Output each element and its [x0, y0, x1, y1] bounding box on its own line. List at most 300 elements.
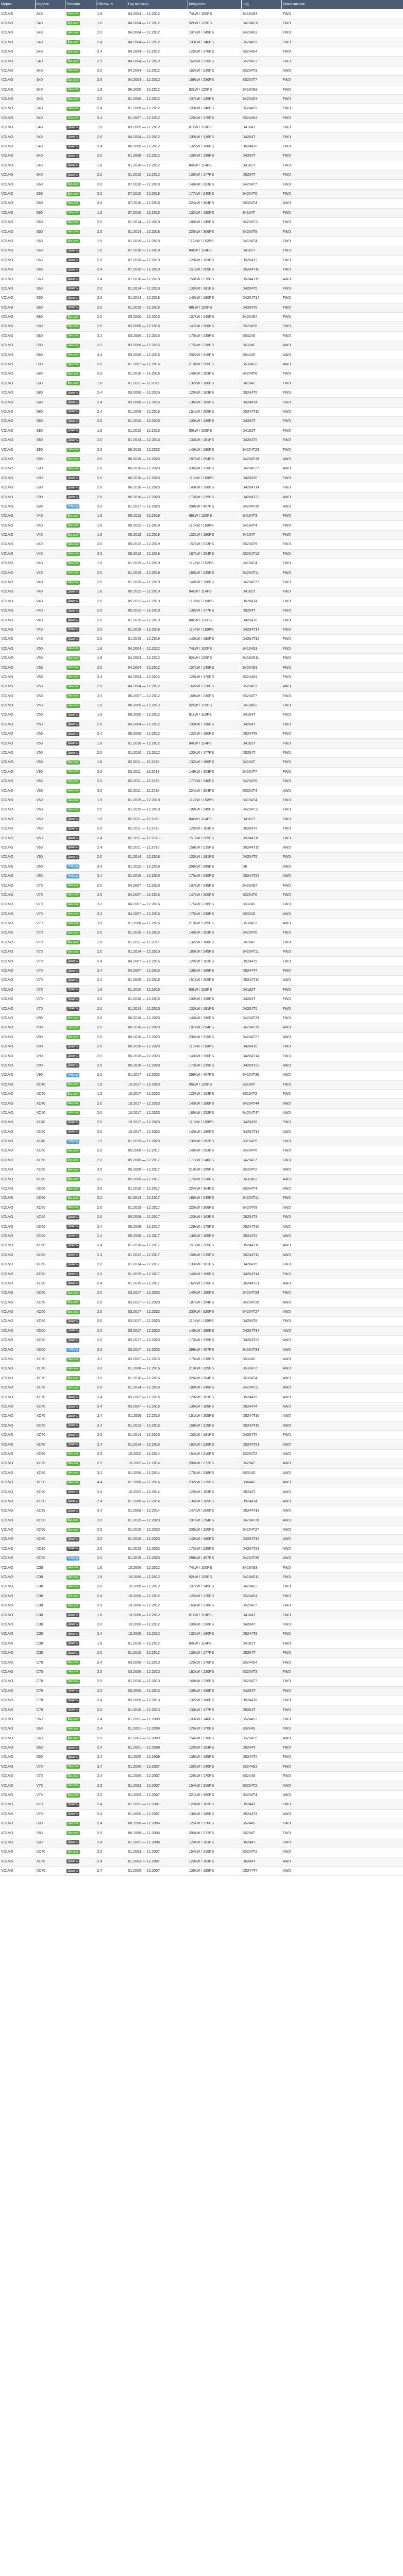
cell-brand: VOLVO: [0, 1118, 35, 1127]
cell-years: 01.2017 — 12.2023: [127, 1071, 188, 1080]
cell-fuel: [65, 360, 96, 369]
fuel-badge: Дизель: [66, 410, 80, 414]
cell-engine-code: D5204T3: [241, 824, 281, 833]
cell-transmission: FWD: [281, 777, 403, 786]
table-row: [0, 1554, 403, 1563]
cell-engine-code: D5244T10: [241, 407, 281, 416]
fuel-badge: Бензин: [66, 533, 80, 537]
cell-power: 147kW / 200PS: [188, 322, 241, 331]
cell-brand: VOLVO: [0, 1487, 35, 1497]
cell-transmission: FWD: [281, 189, 403, 198]
cell-fuel: [65, 1639, 96, 1648]
cell-model: C30: [35, 1639, 65, 1648]
table-row: [0, 786, 403, 795]
cell-engine-code: B4204T6: [241, 777, 281, 786]
cell-volume: 3.2: [96, 341, 127, 350]
cell-engine-code: D5244T11: [241, 1250, 281, 1260]
cell-engine-code: B5254T3: [241, 66, 281, 75]
cell-volume: 2.0: [96, 1052, 127, 1061]
table-row: [0, 1639, 403, 1648]
cell-brand: VOLVO: [0, 1630, 35, 1639]
cell-model: S90: [35, 454, 65, 464]
cell-transmission: FWD: [281, 1317, 403, 1326]
cell-transmission: FWD: [281, 900, 403, 909]
cell-volume: 2.0: [96, 445, 127, 454]
cell-years: 03.2006 — 12.2016: [127, 322, 188, 331]
cell-fuel: [65, 132, 96, 142]
cell-transmission: FWD: [281, 227, 403, 236]
cell-transmission: AWD: [281, 1781, 403, 1790]
fuel-badge: Дизель: [66, 628, 80, 632]
cell-engine-code: D4204T8: [241, 1118, 281, 1127]
cell-fuel: [65, 587, 96, 597]
cell-power: 221kW / 300PS: [188, 1790, 241, 1800]
cell-brand: VOLVO: [0, 777, 35, 786]
cell-fuel: [65, 701, 96, 710]
cell-engine-code: B5244S2: [241, 1762, 281, 1771]
fuel-badge: Дизель: [66, 1490, 80, 1494]
cell-volume: 2.0: [96, 1326, 127, 1335]
cell-volume: 2.0: [96, 417, 127, 426]
fuel-badge: Бензин: [66, 1471, 80, 1475]
cell-years: 10.2002 — 12.2014: [127, 1449, 188, 1459]
cell-power: 84kW / 114PS: [188, 739, 241, 748]
cell-power: 173kW / 235PS: [188, 1544, 241, 1553]
cell-model: S40: [35, 171, 65, 180]
cell-transmission: FWD: [281, 473, 403, 483]
cell-volume: 2.5: [96, 322, 127, 331]
cell-volume: 1.6: [96, 1611, 127, 1620]
cell-model: V70: [35, 881, 65, 890]
cell-volume: 2.0: [96, 1289, 127, 1298]
table-row: [0, 919, 403, 928]
cell-volume: 2.0: [96, 1023, 127, 1032]
cell-fuel: [65, 1222, 96, 1231]
cell-power: 136kW / 185PS: [188, 1231, 241, 1241]
cell-fuel: [65, 28, 96, 38]
cell-engine-code: D5244T15: [241, 843, 281, 852]
fuel-badge: Бензин: [66, 666, 80, 670]
cell-transmission: FWD: [281, 1137, 403, 1146]
cell-transmission: FWD: [281, 28, 403, 38]
cell-years: 07.2010 — 12.2018: [127, 275, 188, 284]
cell-fuel: [65, 171, 96, 180]
cell-model: S40: [35, 123, 65, 132]
table-row: [0, 28, 403, 38]
cell-volume: 1.5: [96, 795, 127, 805]
cell-volume: 1.6: [96, 587, 127, 597]
cell-transmission: FWD: [281, 398, 403, 407]
cell-engine-code: B4204T9: [241, 1203, 281, 1212]
cell-fuel: [65, 1042, 96, 1051]
table-row: [0, 672, 403, 682]
table-row: [0, 1241, 403, 1250]
cell-power: 132kW / 180PS: [188, 938, 241, 947]
cell-years: 01.2012 — 12.2016: [127, 1421, 188, 1430]
cell-brand: VOLVO: [0, 1838, 35, 1847]
cell-brand: VOLVO: [0, 189, 35, 198]
cell-volume: 2.0: [96, 824, 127, 833]
cell-brand: VOLVO: [0, 464, 35, 473]
cell-power: 112kW / 152PS: [188, 236, 241, 246]
column-header-brand[interactable]: Марка: [0, 0, 35, 9]
cell-model: V70: [35, 1772, 65, 1781]
table-row: [0, 824, 403, 833]
cell-transmission: AWD: [281, 1449, 403, 1459]
cell-model: S60: [35, 294, 65, 303]
cell-brand: VOLVO: [0, 1421, 35, 1430]
cell-power: 158kW / 215PS: [188, 843, 241, 852]
cell-years: 01.2014 — 12.2018: [127, 294, 188, 303]
cell-model: S60: [35, 303, 65, 312]
cell-power: 235kW / 320PS: [188, 1525, 241, 1534]
cell-fuel: [65, 426, 96, 435]
cell-model: S60: [35, 227, 65, 236]
cell-brand: VOLVO: [0, 1175, 35, 1184]
cell-power: 149kW / 203PS: [188, 369, 241, 379]
cell-transmission: FWD: [281, 1269, 403, 1279]
cell-power: 162kW / 220PS: [188, 682, 241, 691]
cell-brand: VOLVO: [0, 1146, 35, 1156]
cell-model: S60: [35, 1734, 65, 1743]
cell-engine-code: B4204T37: [241, 578, 281, 587]
cell-engine-code: D4204T5: [241, 284, 281, 293]
fuel-badge: Бензин: [66, 903, 80, 907]
cell-transmission: FWD: [281, 672, 403, 682]
table-row: [0, 1203, 403, 1212]
cell-engine-code: D4204T8: [241, 303, 281, 312]
cell-model: V50: [35, 710, 65, 720]
cell-engine-code: D4162T: [241, 1639, 281, 1648]
cell-transmission: FWD: [281, 85, 403, 94]
cell-brand: VOLVO: [0, 1032, 35, 1042]
cell-transmission: FWD: [281, 123, 403, 132]
cell-transmission: AWD: [281, 454, 403, 464]
cell-volume: 2.0: [96, 217, 127, 227]
cell-transmission: AWD: [281, 1099, 403, 1108]
fuel-badge: Дизель: [66, 1225, 80, 1229]
cell-model: V40: [35, 568, 65, 578]
table-row: [0, 1762, 403, 1771]
table-row: [0, 635, 403, 644]
cell-power: 173kW / 235PS: [188, 1061, 241, 1070]
cell-transmission: AWD: [281, 350, 403, 360]
cell-model: V50: [35, 691, 65, 701]
cell-engine-code: D5204T: [241, 606, 281, 616]
cell-engine-code: D5244T: [241, 1800, 281, 1809]
cell-transmission: FWD: [281, 1677, 403, 1686]
cell-power: 147kW / 200PS: [188, 1506, 241, 1516]
fuel-badge: Дизель: [66, 817, 80, 821]
cell-brand: VOLVO: [0, 1023, 35, 1032]
fuel-badge: Бензин: [66, 647, 80, 651]
cell-engine-code: D4204T5: [241, 1260, 281, 1269]
cell-engine-code: B4204T23: [241, 1289, 281, 1298]
column-header-years[interactable]: Год выпуска: [127, 0, 188, 9]
table-row: [0, 530, 403, 539]
fuel-badge: Дизель: [66, 609, 80, 613]
cell-model: XC60: [35, 1165, 65, 1175]
cell-fuel: [65, 47, 96, 56]
fuel-badge: Гибрид: [66, 865, 80, 869]
cell-power: 140kW / 190PS: [188, 1326, 241, 1335]
fuel-badge: Бензин: [66, 1850, 80, 1854]
cell-power: 173kW / 235PS: [188, 493, 241, 502]
cell-fuel: [65, 1241, 96, 1250]
cell-fuel: [65, 199, 96, 208]
cell-brand: VOLVO: [0, 1203, 35, 1212]
cell-engine-code: B6304T4: [241, 199, 281, 208]
cell-power: 162kW / 220PS: [188, 57, 241, 66]
cell-brand: VOLVO: [0, 549, 35, 558]
cell-transmission: AWD: [281, 1298, 403, 1307]
cell-engine-code: B4204T44: [241, 1099, 281, 1108]
cell-model: S60: [35, 189, 65, 198]
cell-power: 92kW / 125PS: [188, 653, 241, 663]
cell-years: 01.2001 — 12.2006: [127, 1838, 188, 1847]
cell-engine-code: B4204S4: [241, 312, 281, 321]
cell-fuel: [65, 1648, 96, 1657]
cell-brand: VOLVO: [0, 815, 35, 824]
cell-volume: 2.0: [96, 540, 127, 549]
cell-engine-code: B6304T4: [241, 786, 281, 795]
fuel-badge: Бензин: [66, 1035, 80, 1039]
cell-power: 88kW / 120PS: [188, 616, 241, 625]
cell-transmission: FWD: [281, 1724, 403, 1734]
cell-volume: 2.0: [96, 947, 127, 957]
cell-engine-code: D5244T10: [241, 1241, 281, 1250]
cell-brand: VOLVO: [0, 805, 35, 815]
cell-transmission: FWD: [281, 853, 403, 862]
cell-model: XC70: [35, 1857, 65, 1866]
cell-brand: VOLVO: [0, 1279, 35, 1288]
fuel-badge: Бензин: [66, 1585, 80, 1589]
fuel-badge: Дизель: [66, 1499, 80, 1503]
fuel-badge: Бензин: [66, 514, 80, 518]
cell-fuel: [65, 1497, 96, 1506]
cell-years: 07.2010 — 12.2018: [127, 246, 188, 256]
cell-engine-code: B5244S4: [241, 1658, 281, 1667]
cell-volume: 4.4: [96, 350, 127, 360]
cell-brand: VOLVO: [0, 1753, 35, 1762]
cell-transmission: FWD: [281, 1146, 403, 1156]
cell-fuel: [65, 540, 96, 549]
cell-years: 02.2011 — 12.2018: [127, 815, 188, 824]
table-row: [0, 312, 403, 321]
cell-volume: 2.0: [96, 1336, 127, 1345]
column-header-engine-code[interactable]: Код: [241, 0, 281, 9]
cell-model: V70: [35, 900, 65, 909]
cell-model: S80: [35, 360, 65, 369]
cell-fuel: [65, 1857, 96, 1866]
cell-engine-code: D4204T5: [241, 853, 281, 862]
cell-power: 100kW / 136PS: [188, 151, 241, 161]
fuel-badge: Бензин: [66, 950, 80, 954]
cell-power: 136kW / 185PS: [188, 1809, 241, 1819]
cell-volume: 2.4: [96, 1231, 127, 1241]
cell-fuel: [65, 350, 96, 360]
cell-power: 224kW / 304PS: [188, 786, 241, 795]
table-row: [0, 1326, 403, 1335]
column-header-transmission[interactable]: Трансмиссия: [281, 0, 403, 9]
cell-brand: VOLVO: [0, 38, 35, 47]
cell-power: 103kW / 140PS: [188, 1762, 241, 1771]
cell-fuel: [65, 530, 96, 539]
cell-brand: VOLVO: [0, 1393, 35, 1402]
cell-engine-code: B4204T7: [241, 767, 281, 776]
cell-years: 01.2003 — 12.2007: [127, 1790, 188, 1800]
column-header-fuel[interactable]: Топливо: [65, 0, 96, 9]
fuel-badge: Бензин: [66, 97, 80, 101]
fuel-badge: Дизель: [66, 1812, 80, 1816]
cell-engine-code: D5244T4: [241, 966, 281, 975]
cell-years: 05.2008 — 12.2017: [127, 1156, 188, 1165]
cell-power: 74kW / 100PS: [188, 9, 241, 19]
cell-years: 01.2014 — 12.2016: [127, 1440, 188, 1449]
cell-fuel: [65, 512, 96, 521]
cell-transmission: FWD: [281, 236, 403, 246]
table-row: [0, 1857, 403, 1866]
fuel-badge: Бензин: [66, 893, 80, 897]
cell-model: V70: [35, 966, 65, 975]
cell-years: 01.2010 — 12.2013: [127, 1705, 188, 1715]
cell-engine-code: B5254T7: [241, 1677, 281, 1686]
cell-transmission: FWD: [281, 246, 403, 256]
cell-transmission: AWD: [281, 66, 403, 75]
cell-engine-code: D4204T23: [241, 493, 281, 502]
cell-engine-code: B3154T2: [241, 1089, 281, 1098]
cell-years: 01.2012 — 12.2017: [127, 1250, 188, 1260]
cell-fuel: [65, 758, 96, 767]
cell-brand: VOLVO: [0, 1544, 35, 1553]
fuel-badge: Дизель: [66, 1272, 80, 1276]
cell-engine-code: D4204T14: [241, 1326, 281, 1335]
fuel-badge: Бензин: [66, 1187, 80, 1191]
cell-brand: VOLVO: [0, 331, 35, 341]
cell-fuel: [65, 1743, 96, 1752]
cell-transmission: FWD: [281, 1753, 403, 1762]
table-row: [0, 1383, 403, 1393]
fuel-badge: Дизель: [66, 1755, 80, 1759]
cell-brand: VOLVO: [0, 900, 35, 909]
table-row: [0, 682, 403, 691]
cell-power: 107kW / 145PS: [188, 881, 241, 890]
cell-transmission: FWD: [281, 151, 403, 161]
cell-fuel: [65, 303, 96, 312]
fuel-badge: Дизель: [66, 419, 80, 423]
cell-model: C30: [35, 1648, 65, 1657]
cell-years: 04.2004 — 12.2012: [127, 38, 188, 47]
table-row: [0, 625, 403, 634]
cell-model: V70: [35, 909, 65, 919]
column-header-power[interactable]: Мощность: [188, 0, 241, 9]
cell-power: 125kW / 170PS: [188, 113, 241, 123]
table-row: [0, 1658, 403, 1667]
cell-fuel: [65, 1317, 96, 1326]
fuel-badge: Гибрид: [66, 874, 80, 878]
cell-fuel: [65, 767, 96, 776]
cell-volume: 2.0: [96, 94, 127, 104]
cell-fuel: [65, 1089, 96, 1098]
cell-brand: VOLVO: [0, 1497, 35, 1506]
cell-engine-code: D5244T4: [241, 398, 281, 407]
cell-transmission: FWD: [281, 748, 403, 757]
cell-engine-code: B4164T: [241, 379, 281, 388]
cell-brand: VOLVO: [0, 606, 35, 616]
cell-power: 88kW / 120PS: [188, 303, 241, 312]
cell-brand: VOLVO: [0, 483, 35, 492]
cell-fuel: [65, 1516, 96, 1525]
cell-fuel: [65, 730, 96, 739]
cell-power: 180kW / 245PS: [188, 568, 241, 578]
cell-fuel: [65, 1724, 96, 1734]
cell-brand: VOLVO: [0, 1449, 35, 1459]
cell-transmission: AWD: [281, 1250, 403, 1260]
cell-brand: VOLVO: [0, 350, 35, 360]
cell-years: 01.2008 — 12.2012: [127, 151, 188, 161]
cell-years: 01.2005 — 12.2009: [127, 1753, 188, 1762]
cell-engine-code: D5204T: [241, 171, 281, 180]
cell-power: 169kW / 230PS: [188, 76, 241, 85]
cell-brand: VOLVO: [0, 1563, 35, 1572]
column-header-model[interactable]: Модель: [35, 0, 65, 9]
cell-brand: VOLVO: [0, 795, 35, 805]
cell-engine-code: D5244T8: [241, 1630, 281, 1639]
cell-volume: 2.4: [96, 862, 127, 871]
table-row: [0, 66, 403, 75]
cell-model: S80: [35, 1819, 65, 1828]
cell-model: S80: [35, 388, 65, 398]
cell-model: V70: [35, 947, 65, 957]
cell-transmission: FWD: [281, 606, 403, 616]
fuel-badge: Дизель: [66, 1708, 80, 1712]
cell-transmission: AWD: [281, 1383, 403, 1393]
cell-transmission: AWD: [281, 1336, 403, 1345]
cell-brand: VOLVO: [0, 454, 35, 464]
cell-brand: VOLVO: [0, 1374, 35, 1383]
cell-transmission: FWD: [281, 1213, 403, 1222]
column-header-volume[interactable]: Объём, л: [96, 0, 127, 9]
cell-power: 147kW / 200PS: [188, 890, 241, 900]
cell-transmission: FWD: [281, 701, 403, 710]
cell-years: 04.2007 — 12.2016: [127, 909, 188, 919]
fuel-badge: Бензин: [66, 770, 80, 774]
cell-brand: VOLVO: [0, 1724, 35, 1734]
cell-model: S60: [35, 265, 65, 274]
fuel-badge: Бензин: [66, 760, 80, 765]
cell-fuel: [65, 1772, 96, 1781]
cell-fuel: [65, 1175, 96, 1184]
fuel-badge: Дизель: [66, 590, 80, 594]
cell-power: 175kW / 238PS: [188, 900, 241, 909]
fuel-badge: Дизель: [66, 988, 80, 992]
cell-engine-code: D5244T15: [241, 1421, 281, 1430]
cell-power: 225kW / 306PS: [188, 1203, 241, 1212]
cell-years: 01.2001 — 12.2007: [127, 1800, 188, 1809]
cell-fuel: [65, 1213, 96, 1222]
cell-volume: 2.0: [96, 1099, 127, 1108]
cell-power: 175kW / 238PS: [188, 331, 241, 341]
cell-engine-code: D5244T4: [241, 1866, 281, 1875]
cell-power: 136kW / 185PS: [188, 1497, 241, 1506]
cell-fuel: [65, 1611, 96, 1620]
table-row: [0, 616, 403, 625]
cell-engine-code: D4162T: [241, 985, 281, 994]
cell-power: 209kW / 285PS: [188, 862, 241, 871]
cell-engine-code: B5254T3: [241, 682, 281, 691]
cell-transmission: FWD: [281, 587, 403, 597]
cell-transmission: FWD: [281, 1601, 403, 1611]
